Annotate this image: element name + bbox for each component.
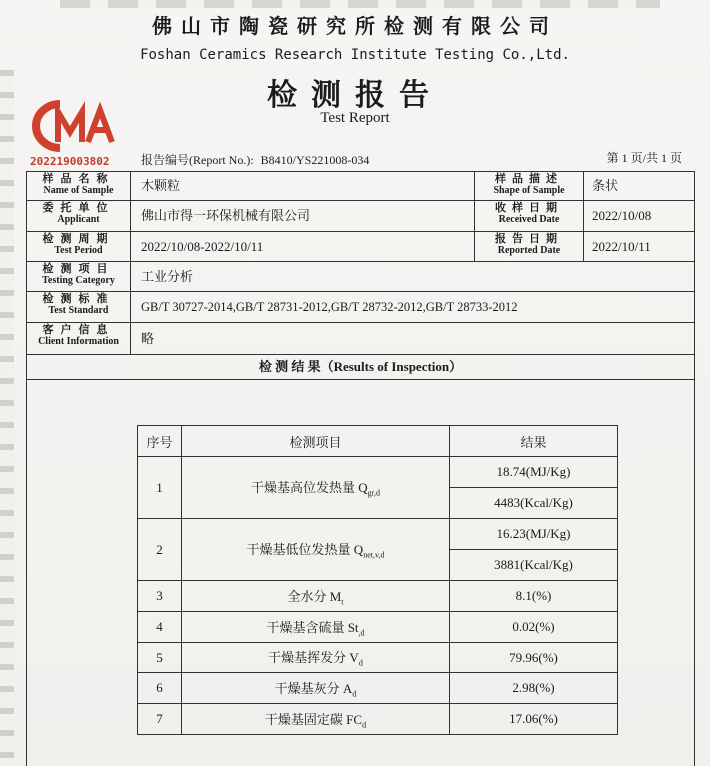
- row-item: 干燥基低位发热量 $Q_{net,v,d}$: [182, 519, 450, 581]
- row-value: 3881(Kcal/Kg): [450, 550, 618, 581]
- row-value: 17.06(%): [450, 704, 618, 735]
- label-client: 客户信息 Client Information: [27, 323, 131, 354]
- label-received: 收样日期 Received Date: [474, 201, 584, 231]
- row-item: 全水分 $M_t$: [182, 581, 450, 612]
- table-row: [138, 673, 618, 704]
- page-indicator: 第 1 页/共 1 页: [606, 151, 682, 165]
- row-item: 干燥基挥发分 $V_d$: [182, 643, 450, 673]
- report-number: 报告编号(Report No.): B8410/YS221008-034: [141, 153, 370, 167]
- label-reported: 报告日期 Reported Date: [474, 232, 584, 261]
- info-row-standard: [27, 292, 694, 323]
- info-row-sample: [27, 172, 694, 201]
- section-title: 检 测 结 果（Results of Inspection）: [258, 359, 463, 374]
- company-name-cn: 佛山市陶瓷研究所检测有限公司: [152, 16, 558, 38]
- table-row: [138, 643, 618, 673]
- value-period: 2022/10/08-2022/10/11: [141, 239, 264, 254]
- row-no: 6: [138, 673, 182, 704]
- row-value: 18.74(MJ/Kg): [450, 457, 618, 488]
- value-category: 工业分析: [141, 269, 194, 284]
- row-no: 5: [138, 643, 182, 673]
- info-row-applicant: [27, 201, 694, 232]
- info-row-client: [27, 323, 694, 355]
- table-row: [138, 581, 618, 612]
- value-received: 2022/10/08: [592, 208, 652, 223]
- value-shape: 条状: [592, 178, 619, 193]
- row-item: 干燥基高位发热量 $Q_{gr,d}$: [182, 457, 450, 519]
- company-name-en: Foshan Ceramics Research Institute Testing Co.,Ltd.: [140, 47, 570, 63]
- table-row: [138, 519, 618, 550]
- section-divider: [27, 379, 694, 380]
- row-value: 8.1(%): [450, 581, 618, 612]
- row-item: 干燥基灰分 $A_d$: [182, 673, 450, 704]
- report-title-en: Test Report: [320, 110, 390, 126]
- info-row-category: [27, 262, 694, 292]
- value-standard: GB/T 30727-2014,GB/T 28731-2012,GB/T 28732-2012,GB/T 28733-2012: [141, 300, 518, 314]
- row-no: 1: [138, 457, 182, 519]
- value-client: 略: [141, 331, 155, 346]
- row-no: 3: [138, 581, 182, 612]
- row-value: 2.98(%): [450, 673, 618, 704]
- value-sample-name: 木颗粒: [141, 178, 181, 193]
- table-row: [138, 704, 618, 735]
- value-reported: 2022/10/11: [592, 239, 651, 254]
- row-value: 79.96(%): [450, 643, 618, 673]
- label-applicant: 委托单位 Applicant: [27, 201, 131, 231]
- header-item: 检测项目: [182, 426, 450, 457]
- label-sample-name: 样品名称 Name of Sample: [27, 172, 131, 200]
- row-item: 干燥基固定碳 $FC_d$: [182, 704, 450, 735]
- header-result: 结果: [450, 426, 618, 457]
- table-row: [138, 457, 618, 488]
- row-item: 干燥基含硫量 $St_{,d}$: [182, 612, 450, 643]
- report-number-value: B8410/YS221008-034: [260, 153, 370, 167]
- row-no: 2: [138, 519, 182, 581]
- cma-logo: [30, 98, 126, 154]
- header-no: 序号: [138, 426, 182, 457]
- label-category: 检测项目 Testing Category: [27, 262, 131, 291]
- results-header-row: [138, 426, 618, 457]
- label-standard: 检测标准 Test Standard: [27, 292, 131, 322]
- results-table: [137, 425, 618, 735]
- row-value: 4483(Kcal/Kg): [450, 488, 618, 519]
- row-value: 0.02(%): [450, 612, 618, 643]
- row-no: 7: [138, 704, 182, 735]
- row-value: 16.23(MJ/Kg): [450, 519, 618, 550]
- table-row: [138, 612, 618, 643]
- info-row-period: [27, 232, 694, 262]
- report-title-cn: 检测报告: [267, 79, 443, 112]
- cma-number: 202219003802: [30, 155, 110, 168]
- row-no: 4: [138, 612, 182, 643]
- label-period: 检测周期 Test Period: [27, 232, 131, 261]
- decorative-border-top: [60, 0, 660, 8]
- value-applicant: 佛山市得一环保机械有限公司: [141, 208, 311, 223]
- label-shape: 样品描述 Shape of Sample: [474, 172, 584, 200]
- decorative-border-left: [0, 70, 14, 766]
